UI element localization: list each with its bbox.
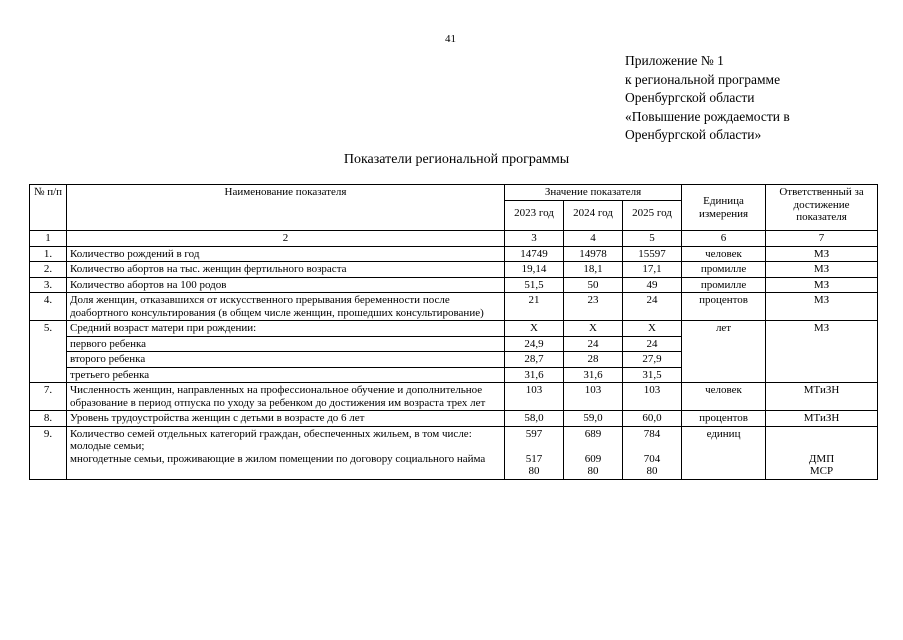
- row-value-2025: 17,1: [623, 262, 682, 278]
- table-row: [30, 246, 878, 262]
- column-number: 1: [30, 231, 67, 247]
- row-num: 8.: [30, 411, 67, 427]
- row-responsible: МТиЗН: [766, 383, 878, 411]
- value-total: 784: [643, 427, 661, 440]
- header-responsible: Ответственный за достижение показателя: [766, 185, 878, 231]
- table-row: [30, 426, 878, 479]
- row-value-2023: 14749: [505, 246, 564, 262]
- row-unit: процентов: [682, 411, 766, 427]
- header-year-2025: 2025 год: [623, 200, 682, 231]
- row-name: Численность женщин, направленных на профессиональное обучение и дополнительное образование в период отпуска по уходу за ребенком до достижения им возраста трех лет: [67, 383, 505, 411]
- row-name-young-families: молодые семьи;: [70, 440, 145, 452]
- row-value-2025: 31,5: [623, 367, 682, 383]
- row-value-2024: 103: [564, 383, 623, 411]
- row-name: первого ребенка: [67, 336, 505, 352]
- row-value-2025: 27,9: [623, 352, 682, 368]
- column-number: 7: [766, 231, 878, 247]
- header-num: № п/п: [30, 185, 67, 231]
- row-responsible: МЗ: [766, 262, 878, 278]
- row-name: Доля женщин, отказавшихся от искусственного прерывания беременности после доабортного консультирования (в общем числе женщин, прошедших консультирование): [67, 293, 505, 321]
- column-number: 2: [67, 231, 505, 247]
- row-value-2024: 28: [564, 352, 623, 368]
- appendix-header: [625, 52, 790, 145]
- row-num: 2.: [30, 262, 67, 278]
- value-total: 689: [584, 427, 602, 440]
- row-unit: промилле: [682, 262, 766, 278]
- row-num: 9.: [30, 426, 67, 479]
- row-value-2025: 24: [623, 336, 682, 352]
- row-value-2023: 24,9: [505, 336, 564, 352]
- row-name-large-families: многодетные семьи, проживающие в жилом помещении по договору социального найма: [70, 452, 486, 465]
- row-value-2025: [623, 426, 682, 479]
- row-responsible: МЗ: [766, 321, 878, 383]
- header-unit: Единица измерения: [682, 185, 766, 231]
- row-value-2023: [505, 426, 564, 479]
- row-name: третьего ребенка: [67, 367, 505, 383]
- row-num: 5.: [30, 321, 67, 383]
- row-value-2025: 24: [623, 293, 682, 321]
- row-num: 7.: [30, 383, 67, 411]
- page-number: 41: [445, 33, 456, 45]
- row-value-2023: 58,0: [505, 411, 564, 427]
- row-value-2024: 24: [564, 336, 623, 352]
- header-row: [30, 185, 878, 201]
- row-value-2023: 31,6: [505, 367, 564, 383]
- row-value-2023: 28,7: [505, 352, 564, 368]
- row-value-2025: 103: [623, 383, 682, 411]
- row-unit: единиц: [682, 426, 766, 479]
- row-responsible: МЗ: [766, 293, 878, 321]
- row-value-2025: 49: [623, 277, 682, 293]
- row-name: Количество абортов на 100 родов: [67, 277, 505, 293]
- row-name-main: Количество семей отдельных категорий граждан, обеспеченных жильем, в том числе:: [70, 427, 472, 440]
- value-large: 80: [587, 465, 599, 477]
- appendix-line: Приложение № 1: [625, 53, 724, 68]
- row-value-2023: 51,5: [505, 277, 564, 293]
- row-responsible: МЗ: [766, 277, 878, 293]
- value-large: 80: [528, 465, 540, 477]
- row-value-2024: 50: [564, 277, 623, 293]
- row-value-2023: 19,14: [505, 262, 564, 278]
- header-name: Наименование показателя: [67, 185, 505, 231]
- row-value-2023: 103: [505, 383, 564, 411]
- table-row: [30, 262, 878, 278]
- column-number: 3: [505, 231, 564, 247]
- value-total: 597: [525, 427, 543, 440]
- table-row: [30, 321, 878, 337]
- row-name: Количество абортов на тыс. женщин фертильного возраста: [67, 262, 505, 278]
- appendix-line: «Повышение рождаемости в: [625, 108, 790, 124]
- table-row: [30, 411, 878, 427]
- row-value-2024: 18,1: [564, 262, 623, 278]
- column-number: 4: [564, 231, 623, 247]
- value-large: 80: [646, 465, 658, 477]
- document-title: Показатели региональной программы: [343, 152, 570, 167]
- row-value-2023: Х: [505, 321, 564, 337]
- row-value-2024: Х: [564, 321, 623, 337]
- row-num: 4.: [30, 293, 67, 321]
- row-unit: человек: [682, 383, 766, 411]
- row-value-2024: 59,0: [564, 411, 623, 427]
- value-young: 609: [584, 452, 602, 465]
- row-value-2025: Х: [623, 321, 682, 337]
- row-value-2024: 31,6: [564, 367, 623, 383]
- appendix-line: Оренбургской области»: [625, 127, 762, 142]
- value-young: 704: [643, 452, 661, 465]
- header-value-group: Значение показателя: [505, 185, 682, 201]
- row-responsible: МТиЗН: [766, 411, 878, 427]
- header-year-2023: 2023 год: [505, 200, 564, 231]
- row-value-2024: 23: [564, 293, 623, 321]
- row-num: 1.: [30, 246, 67, 262]
- row-name: Уровень трудоустройства женщин с детьми в возрасте до 6 лет: [67, 411, 505, 427]
- responsible-young: ДМП: [808, 452, 835, 465]
- table-row: [30, 293, 878, 321]
- table-row: [30, 277, 878, 293]
- row-unit: процентов: [682, 293, 766, 321]
- table-row: [30, 383, 878, 411]
- row-responsible: МЗ: [766, 246, 878, 262]
- responsible-large: МСР: [809, 465, 834, 477]
- row-num: 3.: [30, 277, 67, 293]
- row-responsible: [766, 426, 878, 479]
- row-unit: лет: [682, 321, 766, 383]
- row-name: Средний возраст матери при рождении:: [67, 321, 505, 337]
- indicators-table: [29, 184, 878, 480]
- row-value-2024: [564, 426, 623, 479]
- row-unit: человек: [682, 246, 766, 262]
- column-number: 6: [682, 231, 766, 247]
- row-name: Количество рождений в год: [67, 246, 505, 262]
- column-number: 5: [623, 231, 682, 247]
- column-numbers-row: [30, 231, 878, 247]
- row-unit: промилле: [682, 277, 766, 293]
- row-value-2025: 60,0: [623, 411, 682, 427]
- value-young: 517: [525, 452, 543, 465]
- appendix-line: Оренбургской области: [625, 90, 755, 105]
- row-name: второго ребенка: [67, 352, 505, 368]
- header-year-2024: 2024 год: [564, 200, 623, 231]
- row-value-2023: 21: [505, 293, 564, 321]
- row-value-2025: 15597: [623, 246, 682, 262]
- appendix-line: к региональной программе: [625, 71, 781, 87]
- row-value-2024: 14978: [564, 246, 623, 262]
- row-name: [67, 426, 505, 479]
